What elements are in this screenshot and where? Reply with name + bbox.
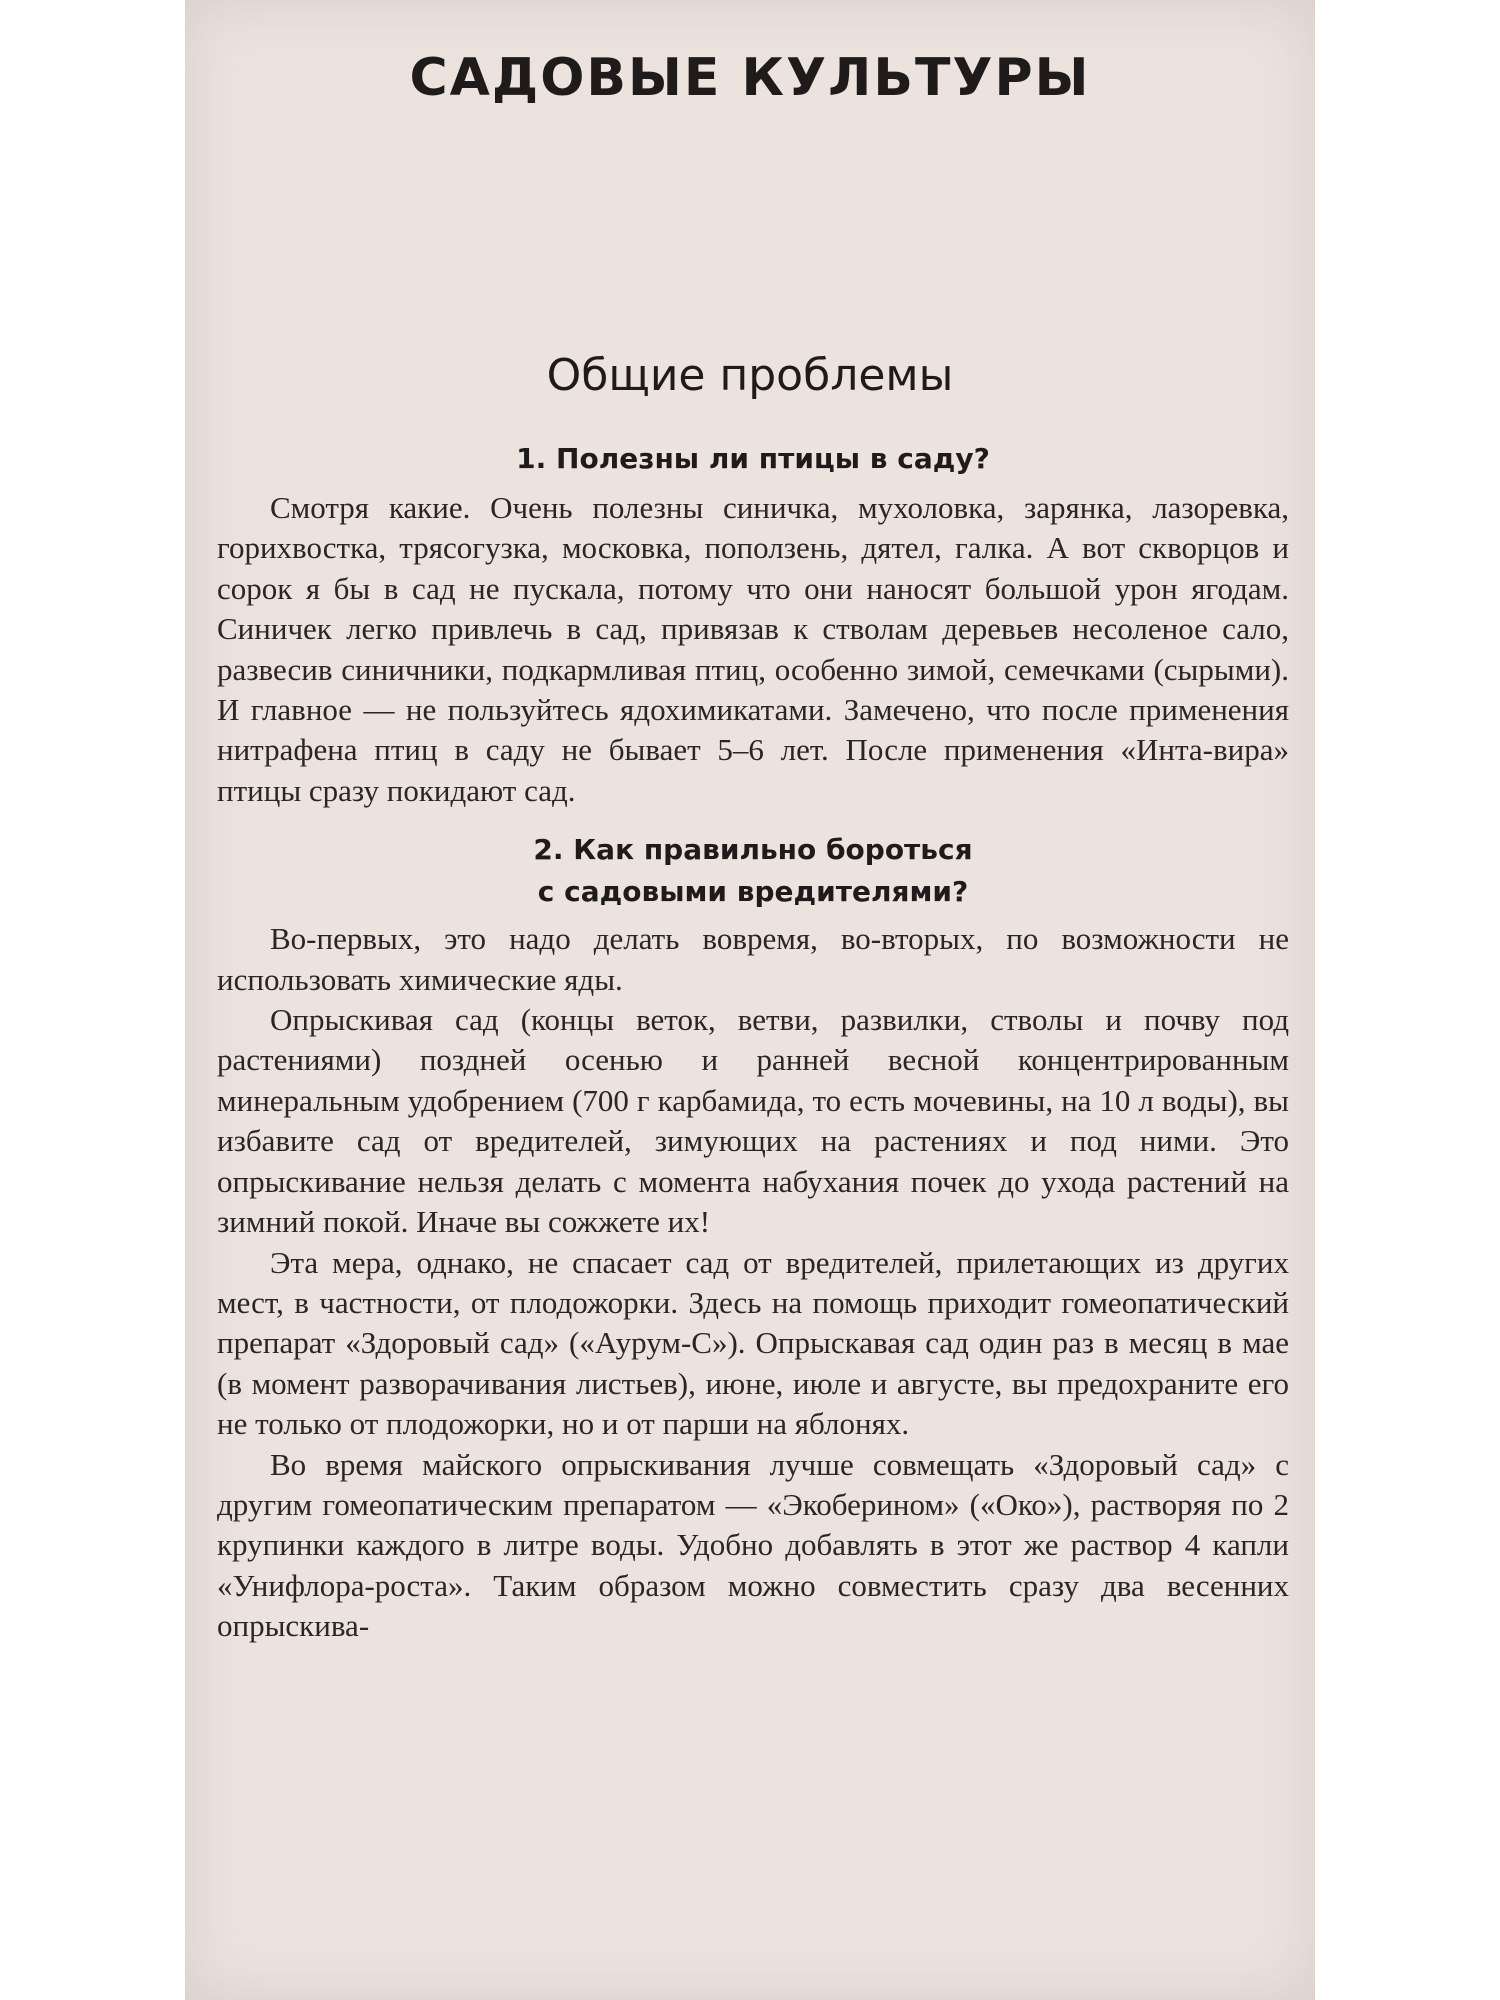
question-1-heading: 1. Полезны ли птицы в саду? <box>516 442 990 475</box>
question-2-paragraph-1: Во-первых, это надо делать вовремя, во-вторых, по возможности не использовать химические яды. <box>217 921 1289 997</box>
page-content <box>217 438 1289 1647</box>
subsection-title: Общие проблемы <box>546 350 954 401</box>
question-2-paragraph-3: Эта мера, однако, не спасает сад от вредителей, прилетающих из других мест, в частности, от плодожорки. Здесь на помощь приходит гомеопатический препарат «Здоровый сад» («Аурум-С»). Опрыскавая сад один раз в месяц в мае (в момент разворачивания листьев), июне, июле и августе, вы предохраните его не только от плодожорки, но и от парши на яблонях. <box>217 1244 1289 1442</box>
question-2-heading <box>217 829 1289 913</box>
question-2-heading-line-1: 2. Как правильно бороться <box>533 833 973 867</box>
question-1-paragraph: Смотря какие. Очень полезны синичка, мухоловка, зарянка, лазоревка, горихвостка, трясогузка, московка, поползень, дятел, галка. А вот скворцов и сорок я бы в сад не пускала, потому что они наносят большой урон ягодам. Синичек легко привлечь в сад, привязав к стволам деревьев несоленое сало, развесив синичники, подкармливая птиц, особенно зимой, семечками (сырыми). И главное — не пользуйтесь ядохимикатами. Замечено, что после применения нитрафена птиц в саду не бывает 5–6 лет. После применения «Инта-вира» птицы сразу покидают сад. <box>217 490 1289 808</box>
section-title: САДОВЫЕ КУЛЬТУРЫ <box>409 48 1091 108</box>
question-2-paragraph-4: Во время майского опрыскивания лучше совмещать «Здоровый сад» с другим гомеопатическим препаратом — «Экоберином» («Око»), растворяя по 2 крупинки каждого в литре воды. Удобно добавлять в этот же раствор 4 капли «Унифлора-роста». Таким образом можно совместить сразу два весенних опрыскива- <box>217 1446 1289 1644</box>
book-page <box>185 0 1315 2000</box>
question-2-paragraph-2: Опрыскивая сад (концы веток, ветви, развилки, стволы и почву под растениями) поздней осенью и ранней весной концентрированным минеральным удобрением (700 г карбамида, то есть мочевины, на 10 л воды), вы избавите сад от вредителей, зимующих на растениях и под ними. Это опрыскивание нельзя делать с момента набухания почек до ухода растений на зимний покой. Иначе вы сожжете их! <box>217 1002 1289 1240</box>
question-2-heading-line-2: с садовыми вредителями? <box>537 875 969 909</box>
